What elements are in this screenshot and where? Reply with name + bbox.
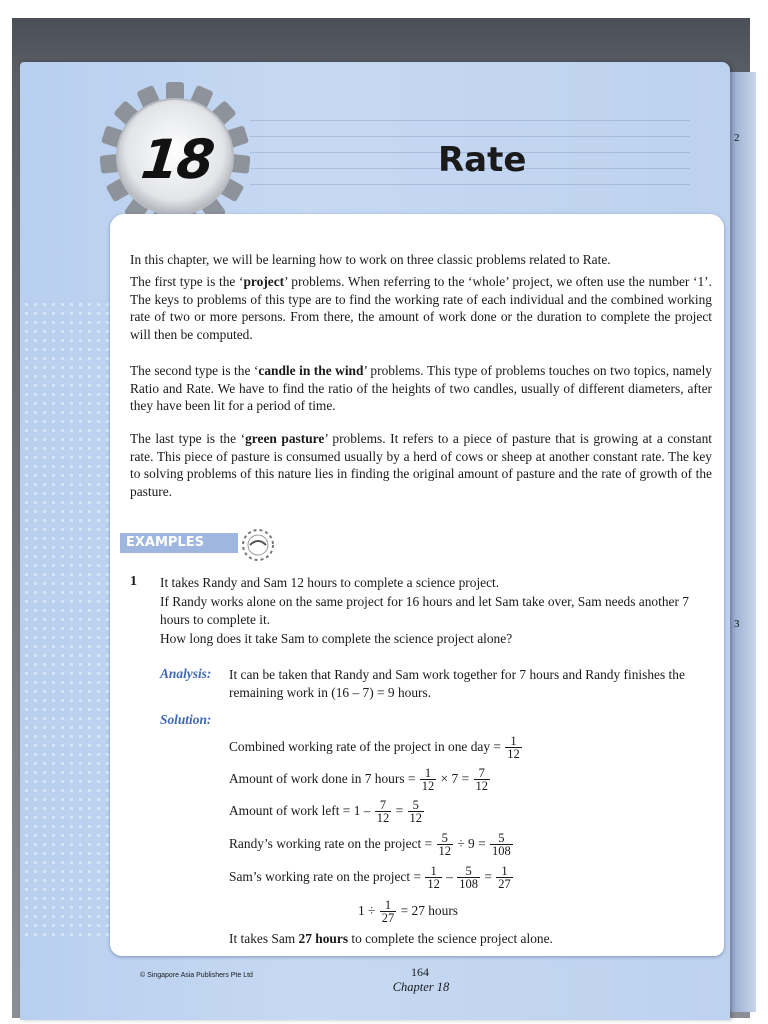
intro-paragraph: In this chapter, we will be learning how to work on three classic problems related to Rate. — [130, 252, 611, 267]
intro-paragraph: The first type is the ‘project’ problems. When referring to the ‘whole’ project, we often use the number ‘1’. The keys to problems of this type are to find the working rate of each individual and the combined working rate of two or more persons. From there, the amount of work done or the duration to complete the project will then be computed. — [130, 274, 712, 342]
examples-heading: EXAMPLES — [120, 533, 238, 553]
fraction: $\frac{1}{12}$ — [427, 864, 440, 892]
fraction: $\frac{5}{108}$ — [492, 831, 511, 859]
solution-step: 1 ÷ $\frac{1}{27}$ = 27 hours — [358, 898, 458, 926]
small-gear-icon — [238, 525, 278, 565]
fraction: $\frac{7}{12}$ — [475, 766, 488, 794]
copyright: © Singapore Asia Publishers Pte Ltd — [140, 972, 253, 979]
fraction: $\frac{1}{12}$ — [507, 734, 520, 762]
analysis-text: It can be taken that Randy and Sam work together for 7 hours and Randy finishes the remaining work in (16 – 7) = 9 hours. — [229, 667, 685, 700]
intro-paragraph: The last type is the ‘green pasture’ problems. It refers to a piece of pasture that is growing at a constant rate. This piece of pasture is consumed usually by a herd of cows or sheep at another constant rate. The key to solving problems of this nature lies in finding the original amount of pasture and the rate of growth of the pasture. — [130, 431, 712, 499]
fraction: $\frac{5}{12}$ — [409, 798, 423, 826]
example-number: 1 — [130, 574, 137, 589]
question-line: How long does it take Sam to complete the science project alone? — [160, 631, 513, 646]
intro-paragraph: The second type is the ‘candle in the wind’ problems. This type of problems touches on two topics, namely Ratio and Rate. We have to find the ratio of the heights of two candles, usually of different diameters, after they have been lit for a period of time. — [130, 363, 712, 414]
fraction: $\frac{1}{27}$ — [498, 864, 511, 892]
side-page-number: 3 — [734, 618, 740, 630]
solution-step: Randy’s working rate on the project = $\frac{5}{12}$ ÷ 9 = $\frac{5}{108}$ — [229, 831, 511, 859]
fraction: $\frac{5}{12}$ — [438, 831, 452, 859]
solution-step: Amount of work done in 7 hours = $\frac{1}{12}$ × 7 = $\frac{7}{12}$ — [229, 766, 488, 794]
analysis-label: Analysis: — [160, 666, 212, 681]
side-page-number: 2 — [734, 132, 740, 144]
page-number: 164 — [411, 965, 429, 979]
fraction: $\frac{5}{108}$ — [459, 864, 478, 892]
chapter-footer: Chapter 18 — [392, 980, 450, 994]
dot-pattern — [22, 300, 117, 940]
fraction: $\frac{7}{12}$ — [376, 798, 390, 826]
fraction: $\frac{1}{12}$ — [421, 766, 435, 794]
chapter-number: 18 — [138, 128, 216, 191]
solution-step: Amount of work left = 1 – $\frac{7}{12}$ = $\frac{5}{12}$ — [229, 798, 423, 826]
solution-label: Solution: — [160, 712, 212, 727]
solution-step: Combined working rate of the project in one day = $\frac{1}{12}$ — [229, 734, 520, 762]
question-line: If Randy works alone on the same project for 16 hours and let Sam take over, Sam needs another 7 hours to complete it. — [160, 594, 689, 627]
solution-step: Sam’s working rate on the project = $\frac{1}{12}$ – $\frac{5}{108}$ = $\frac{1}{27}$ — [229, 864, 511, 892]
page-title: Rate — [438, 140, 527, 180]
conclusion: It takes Sam 27 hours to complete the science project alone. — [229, 931, 553, 946]
fraction: $\frac{1}{27}$ — [381, 898, 395, 926]
question-line: It takes Randy and Sam 12 hours to complete a science project. — [160, 575, 500, 590]
